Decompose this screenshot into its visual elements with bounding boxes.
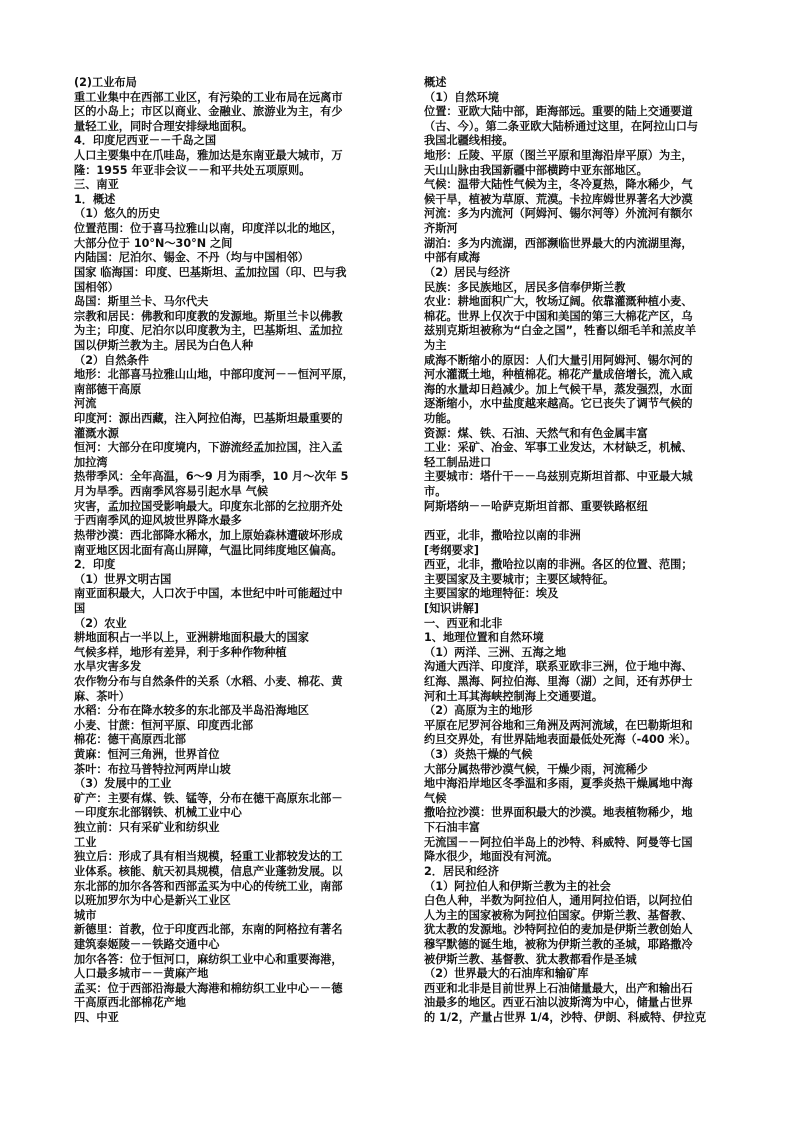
- text-line: 概述: [424, 76, 447, 89]
- text-line: 人口最多城市－－黄麻产地: [74, 967, 209, 981]
- text-line: 河和土耳其海峡控制海上交通要道。: [424, 689, 604, 703]
- text-line: 2．印度: [74, 558, 116, 572]
- text-line: 市。: [424, 485, 447, 499]
- text-line: 国以伊斯兰教为主。居民为白色人种: [74, 338, 254, 352]
- text-line: 国家 临海国：印度、巴基斯坦、孟加拉国（印、巴与我: [74, 265, 347, 279]
- text-line: (2)工业布局: [74, 76, 137, 89]
- text-line: 隆：1955 年亚非会议－－和平共处五项原则。: [74, 163, 311, 177]
- text-line: 沟通大西洋、印度洋，联系亚欧非三洲，位于地中海、: [424, 660, 693, 674]
- text-line: 业体系。核能、航天初具规模，信息产业蓬勃发展。以: [74, 864, 343, 878]
- text-line: 我国北疆线相接。: [424, 134, 514, 148]
- text-line: 新德里：首教，位于印度西北部，东南的阿格拉有著名: [74, 923, 343, 937]
- text-line: 海的水量却日趋减少。加上气候干旱，蒸发强烈，水面: [424, 382, 693, 396]
- text-line: 三、南亚: [74, 178, 119, 192]
- text-line: 城市: [74, 908, 97, 922]
- text-line: 气候: [424, 791, 447, 805]
- text-line: 水稻：分布在降水较多的东北部及半岛沿海地区: [74, 704, 309, 718]
- text-line: 棉花。世界上仅次于中国和美国的第三大棉花产区，乌: [424, 309, 693, 323]
- text-line: 黄麻：恒河三角洲，世界首位: [74, 748, 220, 762]
- text-line: 农作物分布与自然条件的关系（水稻、小麦、棉花、黄: [74, 674, 343, 688]
- text-line: 独立前：只有采矿业和纺织业: [74, 821, 220, 835]
- text-line: 降水很少，地面没有河流。: [424, 850, 559, 864]
- text-line: （2）农业: [74, 616, 127, 630]
- text-line: 天山山脉由我国新疆中部横跨中亚东部地区。: [424, 163, 648, 177]
- text-line: 一、西亚和北非: [424, 616, 503, 630]
- text-line: （1）世界文明古国: [74, 572, 172, 586]
- text-line: 气候：温带大陆性气候为主，冬冷夏热，降水稀少，气: [424, 178, 693, 192]
- text-line: 气候多样，地形有差异，利于多种作物种植: [74, 645, 287, 659]
- text-line: 功能。: [424, 412, 458, 426]
- text-line: 穆罕默德的诞生地，被称为伊斯兰教的圣城，耶路撒冷: [424, 937, 693, 951]
- text-line: 候干旱，植被为草原、荒漠。卡拉库姆世界著名大沙漠: [424, 192, 693, 206]
- text-line: 中部有咸海: [424, 251, 480, 265]
- text-line: 2．居民和经济: [424, 864, 499, 878]
- text-line: 地中海沿岸地区冬季温和多雨，夏季炎热干燥属地中海: [424, 777, 693, 791]
- text-line: 西亚，北非，撒哈拉以南的非洲: [424, 528, 581, 542]
- text-line: 逐渐缩小，水中盐度越来越高。它已丧失了调节气候的: [424, 397, 693, 411]
- text-line: 耕地面积占一半以上，亚洲耕地面积最大的国家: [74, 631, 309, 645]
- text-line: [考纲要求]: [424, 543, 479, 557]
- text-line: （3）炎热干燥的气候: [424, 748, 533, 762]
- text-line: 位置范围：位于喜马拉雅山以南，印度洋以北的地区，: [74, 222, 343, 236]
- text-line: 灌溉水源: [74, 426, 119, 440]
- text-line: 南亚地区因北面有高山屏障，气温比同纬度地区偏高。: [74, 543, 343, 557]
- text-line: 四、中亚: [74, 1011, 119, 1024]
- text-line: 轻工制品进口: [424, 455, 492, 469]
- text-line: （2）自然条件: [74, 353, 149, 367]
- text-line: 位置：亚欧大陆中部，距海部远。重要的陆上交通要道: [424, 105, 693, 119]
- text-line: 西亚，北非，撒哈拉以南的非洲。各区的位置、范围；: [424, 558, 693, 572]
- text-line: 工业: [74, 835, 97, 849]
- text-line: 西亚和北非是目前世界上石油储量最大，出产和输出石: [424, 981, 693, 995]
- text-line: 犹太教的发源地。沙特阿拉伯的麦加是伊斯兰教创始人: [424, 923, 693, 937]
- text-line: （2）世界最大的石油库和输矿库: [424, 967, 589, 981]
- text-line: 主要国家及主要城市；主要区域特征。: [424, 572, 615, 586]
- text-line: 岛国：斯里兰卡、马尔代夫: [74, 295, 209, 309]
- text-line: 河流: [74, 397, 97, 411]
- text-line: 恒河：大部分在印度境内，下游流经孟加拉国，注入孟: [74, 441, 343, 455]
- text-line: 加尔各答：位于恒河口，麻纺织工业中心和重要海港，: [74, 952, 343, 966]
- text-line: 大部分位于 10°N～30°N 之间: [74, 236, 233, 250]
- text-line: 量轻工业，同时合理安排绿地面积。: [74, 119, 254, 133]
- text-line: 独立后：形成了具有相当规模，轻重工业都较发达的工: [74, 850, 343, 864]
- text-line: 南部德干高原: [74, 382, 142, 396]
- text-line: 油最多的地区。西亚石油以波斯湾为中心，储量占世界: [424, 996, 693, 1010]
- text-line: 棉花：德干高原西北部: [74, 733, 186, 747]
- text-line: （1）悠久的历史: [74, 207, 161, 221]
- text-line: 齐斯河: [424, 222, 458, 236]
- text-line: 1．概述: [74, 192, 116, 206]
- right-column: [424, 76, 764, 1026]
- text-line: [424, 514, 764, 529]
- text-line: 南亚面积最大，人口次于中国，本世纪中叶可能超过中: [74, 587, 343, 601]
- text-line: 撒哈拉沙漠：世界面积最大的沙漠。地表植物稀少，地: [424, 806, 693, 820]
- text-line: 麻、茶叶）: [74, 689, 130, 703]
- text-line: 资源：煤、铁、石油、天然气和有色金属丰富: [424, 426, 648, 440]
- text-line: 工业：采矿、冶金、军事工业发达，木材缺乏，机械、: [424, 441, 693, 455]
- text-line: 重工业集中在西部工业区，有污染的工业布局在远离市: [74, 90, 343, 104]
- text-line: 加拉湾: [74, 455, 108, 469]
- text-line: 4．印度尼西亚－－千岛之国: [74, 134, 217, 148]
- text-line: 内陆国：尼泊尔、锡金、不丹（均与中国相邻）: [74, 251, 309, 265]
- text-line: （1）自然环境: [424, 90, 499, 104]
- text-line: （3）发展中的工业: [74, 777, 172, 791]
- text-line: 主要国家的地理特征：埃及: [424, 587, 559, 601]
- text-line: 东北部的加尔各答和西部孟买为中心的传统工业，南部: [74, 879, 343, 893]
- left-column: [74, 76, 414, 1026]
- text-line: 建筑泰姬陵－－铁路交通中心: [74, 937, 220, 951]
- text-line: 宗教和居民：佛教和印度教的发源地。斯里兰卡以佛教: [74, 309, 343, 323]
- text-line: 茶叶：布拉马普特拉河两岸山坡: [74, 762, 231, 776]
- text-line: 民族：多民族地区，居民多信奉伊斯兰教: [424, 280, 626, 294]
- text-line: 兹别克斯坦被称为“白金之国”，牲畜以细毛羊和羔皮羊: [424, 324, 697, 338]
- text-line: 热带季风：全年高温，6～9 月为雨季，10 月～次年 5: [74, 470, 349, 484]
- text-line: 小麦、甘蔗：恒河平原、印度西北部: [74, 718, 254, 732]
- text-line: 地形：丘陵、平原（图兰平原和里海沿岸平原）为主，: [424, 149, 693, 163]
- text-line: 约旦交界处，有世界陆地表面最低处死海（-400 米）。: [424, 733, 697, 747]
- text-line: 下石油丰富: [424, 821, 480, 835]
- text-line: （2）高原为主的地形: [424, 704, 533, 718]
- text-line: 以班加罗尔为中心是新兴工业区: [74, 894, 231, 908]
- text-line: 河水灌溉土地，种植棉花。棉花产量成倍增长，流入咸: [424, 368, 693, 382]
- text-line: 人口主要集中在爪哇岛，雅加达是东南亚最大城市，万: [74, 149, 343, 163]
- text-line: 河流：多为内流河（阿姆河、锡尔河等）外流河有额尔: [424, 207, 693, 221]
- text-line: 平原在尼罗河谷地和三角洲及两河流域，在巴勒斯坦和: [424, 718, 693, 732]
- text-line: 阿斯塔纳－－哈萨克斯坦首都、重要铁路枢纽: [424, 499, 648, 513]
- text-line: 热带沙漠：西北部降水稀水，加上原始森林遭破坏形成: [74, 528, 343, 542]
- text-line: 咸海不断缩小的原因：人们大量引用阿姆河、锡尔河的: [424, 353, 693, 367]
- text-line: （2）居民与经济: [424, 265, 511, 279]
- text-line: 水旱灾害多发: [74, 660, 142, 674]
- text-line: 被伊斯兰教、基督教、犹太教都看作是圣城: [424, 952, 637, 966]
- text-line: 矿产：主要有煤、铁、锰等，分布在德干高原东北部－: [74, 791, 343, 805]
- text-line: 无流国－－阿拉伯半岛上的沙特、科威特、阿曼等七国: [424, 835, 693, 849]
- text-line: 1、地理位置和自然环境: [424, 631, 544, 645]
- text-line: （1）两洋、三洲、五海之地: [424, 645, 567, 659]
- text-line: 农业：耕地面积广大，牧场辽阔。依靠灌溉种植小麦、: [424, 295, 693, 309]
- text-line: [知识讲解]: [424, 601, 479, 615]
- text-line: 大部分属热带沙漠气候，干燥少雨，河流稀少: [424, 762, 648, 776]
- text-line: 区的小岛上；市区以商业、金融业、旅游业为主，有少: [74, 105, 343, 119]
- text-line: －印度东北部钢铁、机械工业中心: [74, 806, 242, 820]
- text-line: 人为主的国家被称为阿拉伯国家。伊斯兰教、基督教、: [424, 908, 693, 922]
- text-line: 灾害，孟加拉国受影响最大。印度东北部的乞拉朋齐处: [74, 499, 343, 513]
- text-line: 于西南季风的迎风坡世界降水最多: [74, 514, 242, 528]
- text-line: 月为旱季。西南季风容易引起水旱 气候: [74, 485, 269, 499]
- text-line: 红海、黑海、阿拉伯海、里海（湖）之间，还有苏伊士: [424, 674, 693, 688]
- text-line: 地形：北部喜马拉雅山山地，中部印度河－－恒河平原，: [74, 368, 354, 382]
- text-line: 国: [74, 601, 86, 615]
- text-line: 白色人种，半数为阿拉伯人，通用阿拉伯语，以阿拉伯: [424, 894, 693, 908]
- text-line: 的 1/2，产量占世界 1/4，沙特、伊朗、科威特、伊拉克: [424, 1011, 707, 1024]
- text-line: 国相邻）: [74, 280, 119, 294]
- text-line: 湖泊：多为内流湖，西部濒临世界最大的内流湖里海，: [424, 236, 693, 250]
- text-line: 为主；印度、尼泊尔以印度教为主，巴基斯坦、孟加拉: [74, 324, 343, 338]
- text-line: 孟买：位于西部沿海最大海港和棉纺织工业中心－－德: [74, 981, 343, 995]
- text-line: （1）阿拉伯人和伊斯兰教为主的社会: [424, 879, 611, 893]
- text-line: 干高原西北部棉花产地: [74, 996, 186, 1010]
- text-line: 为主: [424, 338, 447, 352]
- text-line: （古、今）。第二条亚欧大陆桥通过这里，在阿拉山口与: [424, 119, 699, 133]
- text-line: 主要城市：塔什干－－乌兹别克斯坦首都、中亚最大城: [424, 470, 693, 484]
- text-line: 印度河：源出西藏，注入阿拉伯海，巴基斯坦最重要的: [74, 412, 343, 426]
